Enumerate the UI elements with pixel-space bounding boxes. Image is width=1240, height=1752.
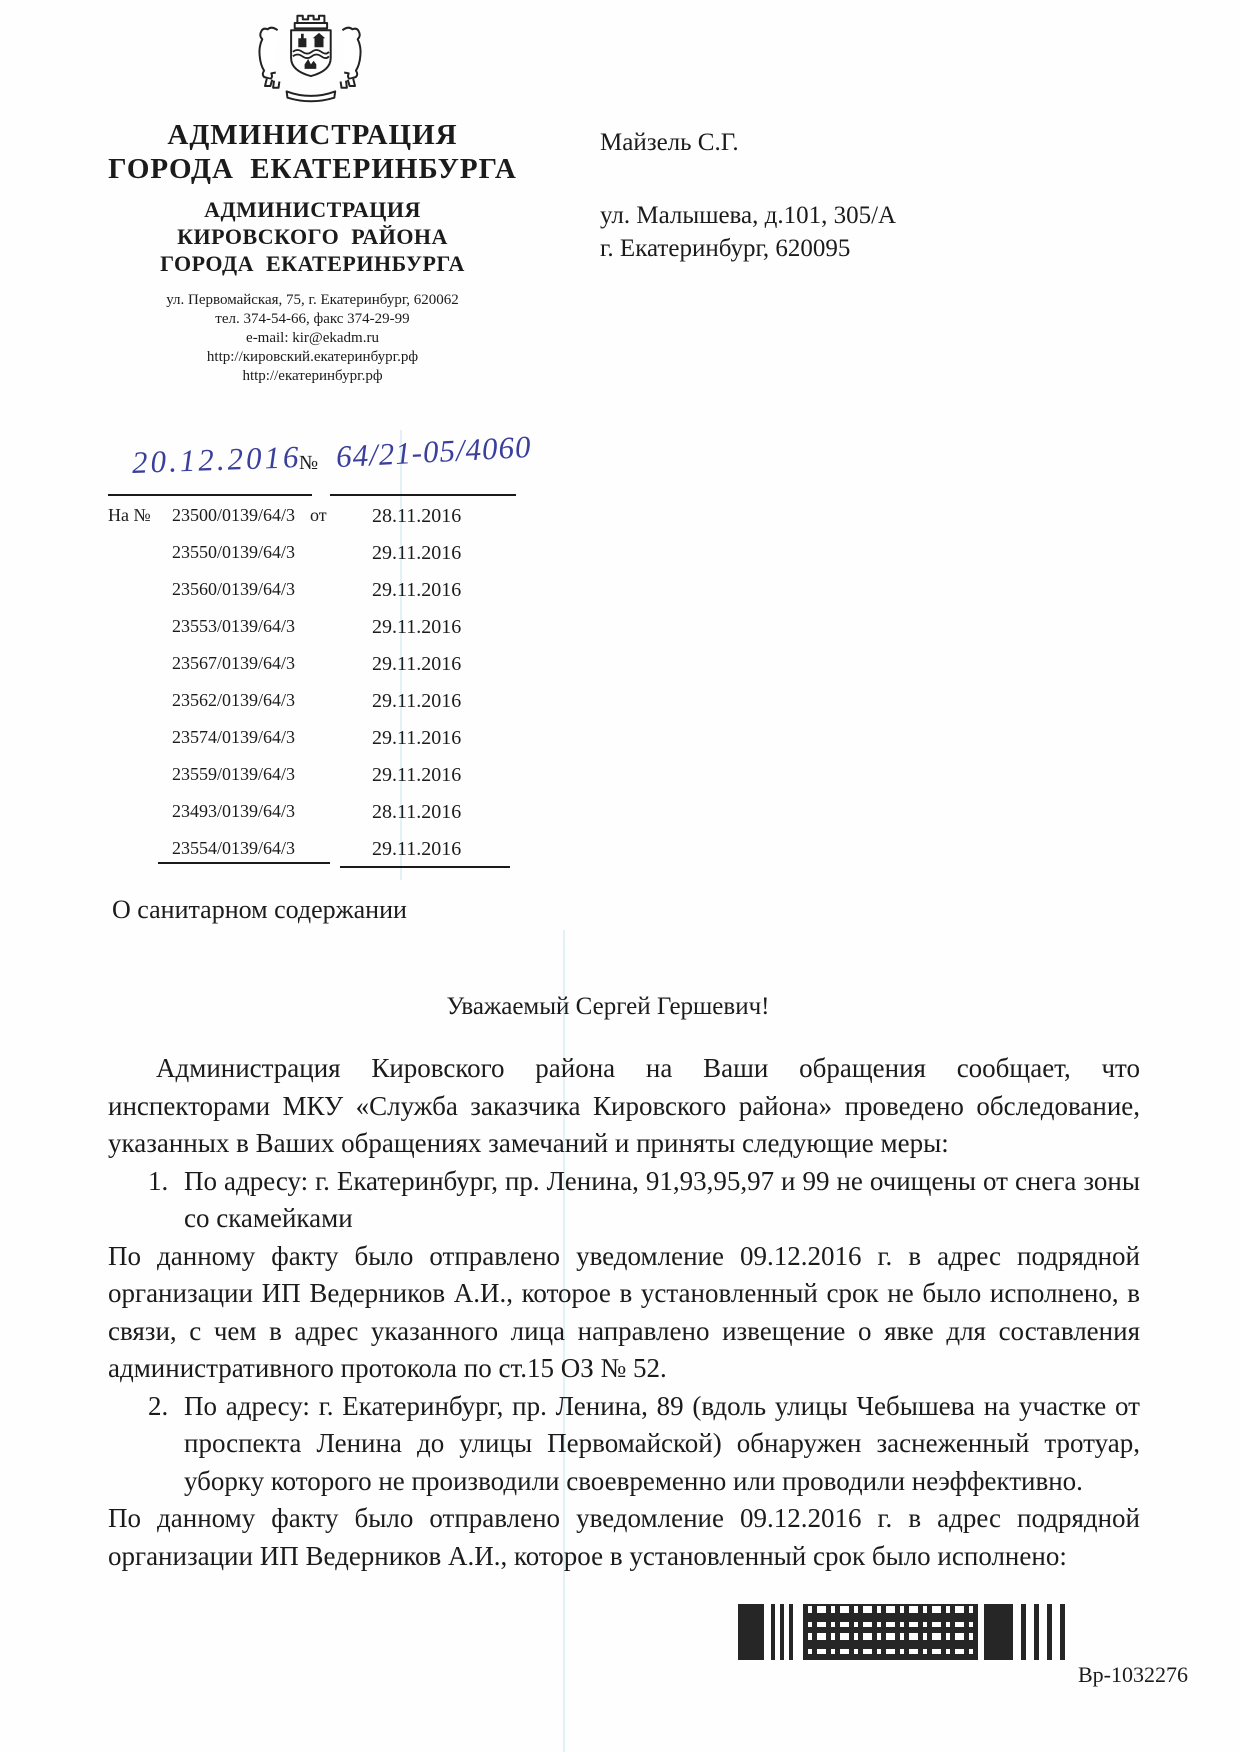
reference-row (108, 542, 548, 579)
incoming-references-table (108, 505, 548, 875)
letterhead-email: e-mail: kir@ekadm.ru (246, 330, 379, 346)
barcode-matrix (803, 1604, 978, 1660)
reference-number: 23562/0139/64/3 (172, 690, 296, 710)
outgoing-date-handwritten: 20.12.2016 (131, 439, 303, 480)
references-number-underline (158, 862, 330, 864)
letterhead-phone: тел. 374-54-66, факс 374-29-99 (215, 311, 410, 327)
registration-barcode (738, 1604, 1068, 1660)
item-1-number: 1. (148, 1165, 169, 1196)
letterhead-district-line3: ГОРОДА ЕКАТЕРИНБУРГА (160, 251, 465, 276)
body-paragraph-3: По данному факту было отправлено уведомление 09.12.2016 г. в адрес подрядной организации ИП Ведерников А.И., которое в установленный срок было исполнено: (108, 1503, 1140, 1571)
reference-row (108, 838, 548, 875)
references-label: На № (108, 505, 151, 525)
numbered-item-2 (108, 1388, 1140, 1501)
reference-row (108, 505, 548, 542)
letterhead-site-city: http://екатеринбург.рф (242, 368, 383, 384)
reference-row (108, 801, 548, 838)
outgoing-number-handwritten: 64/21-05/4060 (335, 428, 533, 475)
letterhead-address: ул. Первомайская, 75, г. Екатеринбург, 620062 (166, 292, 459, 308)
reference-row (108, 690, 548, 727)
reference-date: 29.11.2016 (372, 690, 462, 712)
reference-number: 23554/0139/64/3 (172, 838, 296, 858)
barcode-bars (1021, 1604, 1068, 1660)
recipient-name: Майзель С.Г. (600, 129, 739, 156)
reference-date: 29.11.2016 (372, 616, 462, 638)
barcode-bars (771, 1604, 797, 1660)
barcode-label: Вр-1032276 (1078, 1662, 1188, 1687)
reference-date: 29.11.2016 (372, 542, 462, 564)
item-1-text: По адресу: г. Екатеринбург, пр. Ленина, 91,93,95,97 и 99 не очищены от снега зоны со скамейками (184, 1165, 1140, 1233)
reference-number: 23567/0139/64/3 (172, 653, 296, 673)
reference-number: 23560/0139/64/3 (172, 579, 296, 599)
references-from-label: от (310, 505, 327, 525)
reference-date: 29.11.2016 (372, 838, 462, 860)
reference-date: 28.11.2016 (372, 505, 462, 527)
barcode-block (738, 1604, 764, 1660)
recipient-address-line2: г. Екатеринбург, 620095 (600, 235, 851, 262)
reference-date: 29.11.2016 (372, 653, 462, 675)
letter-body (108, 1050, 1140, 1575)
reference-row (108, 764, 548, 801)
letterhead (85, 118, 540, 386)
reference-number: 23493/0139/64/3 (172, 801, 296, 821)
reference-number: 23559/0139/64/3 (172, 764, 296, 784)
outgoing-number-sign: № (299, 452, 319, 474)
reference-row (108, 727, 548, 764)
item-2-text: По адресу: г. Екатеринбург, пр. Ленина, 89 (вдоль улицы Чебышева на участке от проспекта Ленина до улицы Первомайской) обнаружен заснеженный тротуар, уборку которого не производили своевременно или проводили неэффективно. (184, 1390, 1140, 1496)
reference-number: 23500/0139/64/3 (172, 505, 296, 525)
reference-row (108, 579, 548, 616)
letterhead-site-district: http://кировский.екатеринбург.рф (206, 349, 419, 365)
letterhead-district-line2: КИРОВСКОГО РАЙОНА (177, 224, 448, 249)
recipient-block (600, 126, 896, 265)
references-date-underline (340, 866, 510, 868)
reference-date: 29.11.2016 (372, 727, 462, 749)
letterhead-city-line2: ГОРОДА ЕКАТЕРИНБУРГА (108, 153, 517, 185)
city-coat-of-arms-icon (256, 8, 364, 110)
body-paragraph-2: По данному факту было отправлено уведомление 09.12.2016 г. в адрес подрядной организации ИП Ведерников А.И., которое в установленный срок не было исполнено, в связи, с чем в адрес указанного лица направлено извещение о явке для составления административного протокола по ст.15 ОЗ № 52. (108, 1240, 1140, 1383)
item-2-number: 2. (148, 1390, 169, 1421)
subject-line: О санитарном содержании (112, 895, 407, 924)
reference-date: 29.11.2016 (372, 764, 462, 786)
outgoing-date-underline (108, 494, 312, 496)
reference-date: 29.11.2016 (372, 579, 462, 601)
reference-number: 23550/0139/64/3 (172, 542, 296, 562)
numbered-item-1 (108, 1163, 1140, 1238)
reference-row (108, 616, 548, 653)
reference-number: 23574/0139/64/3 (172, 727, 296, 747)
reference-number: 23553/0139/64/3 (172, 616, 296, 636)
letterhead-district-line1: АДМИНИСТРАЦИЯ (204, 197, 421, 222)
salutation: Уважаемый Сергей Гершевич! (446, 993, 770, 1020)
outgoing-number-underline (330, 494, 516, 496)
barcode-block (984, 1604, 1013, 1660)
reference-date: 28.11.2016 (372, 801, 462, 823)
body-paragraph-1: Администрация Кировского района на Ваши обращения сообщает, что инспекторами МКУ «Служба заказчика Кировского района» проведено обследование, указанных в Ваших обращениях замечаний и приняты следующие меры: (108, 1053, 1140, 1158)
recipient-address-line1: ул. Малышева, д.101, 305/А (600, 202, 897, 229)
letterhead-city-line1: АДМИНИСТРАЦИЯ (167, 119, 458, 151)
reference-row (108, 653, 548, 690)
